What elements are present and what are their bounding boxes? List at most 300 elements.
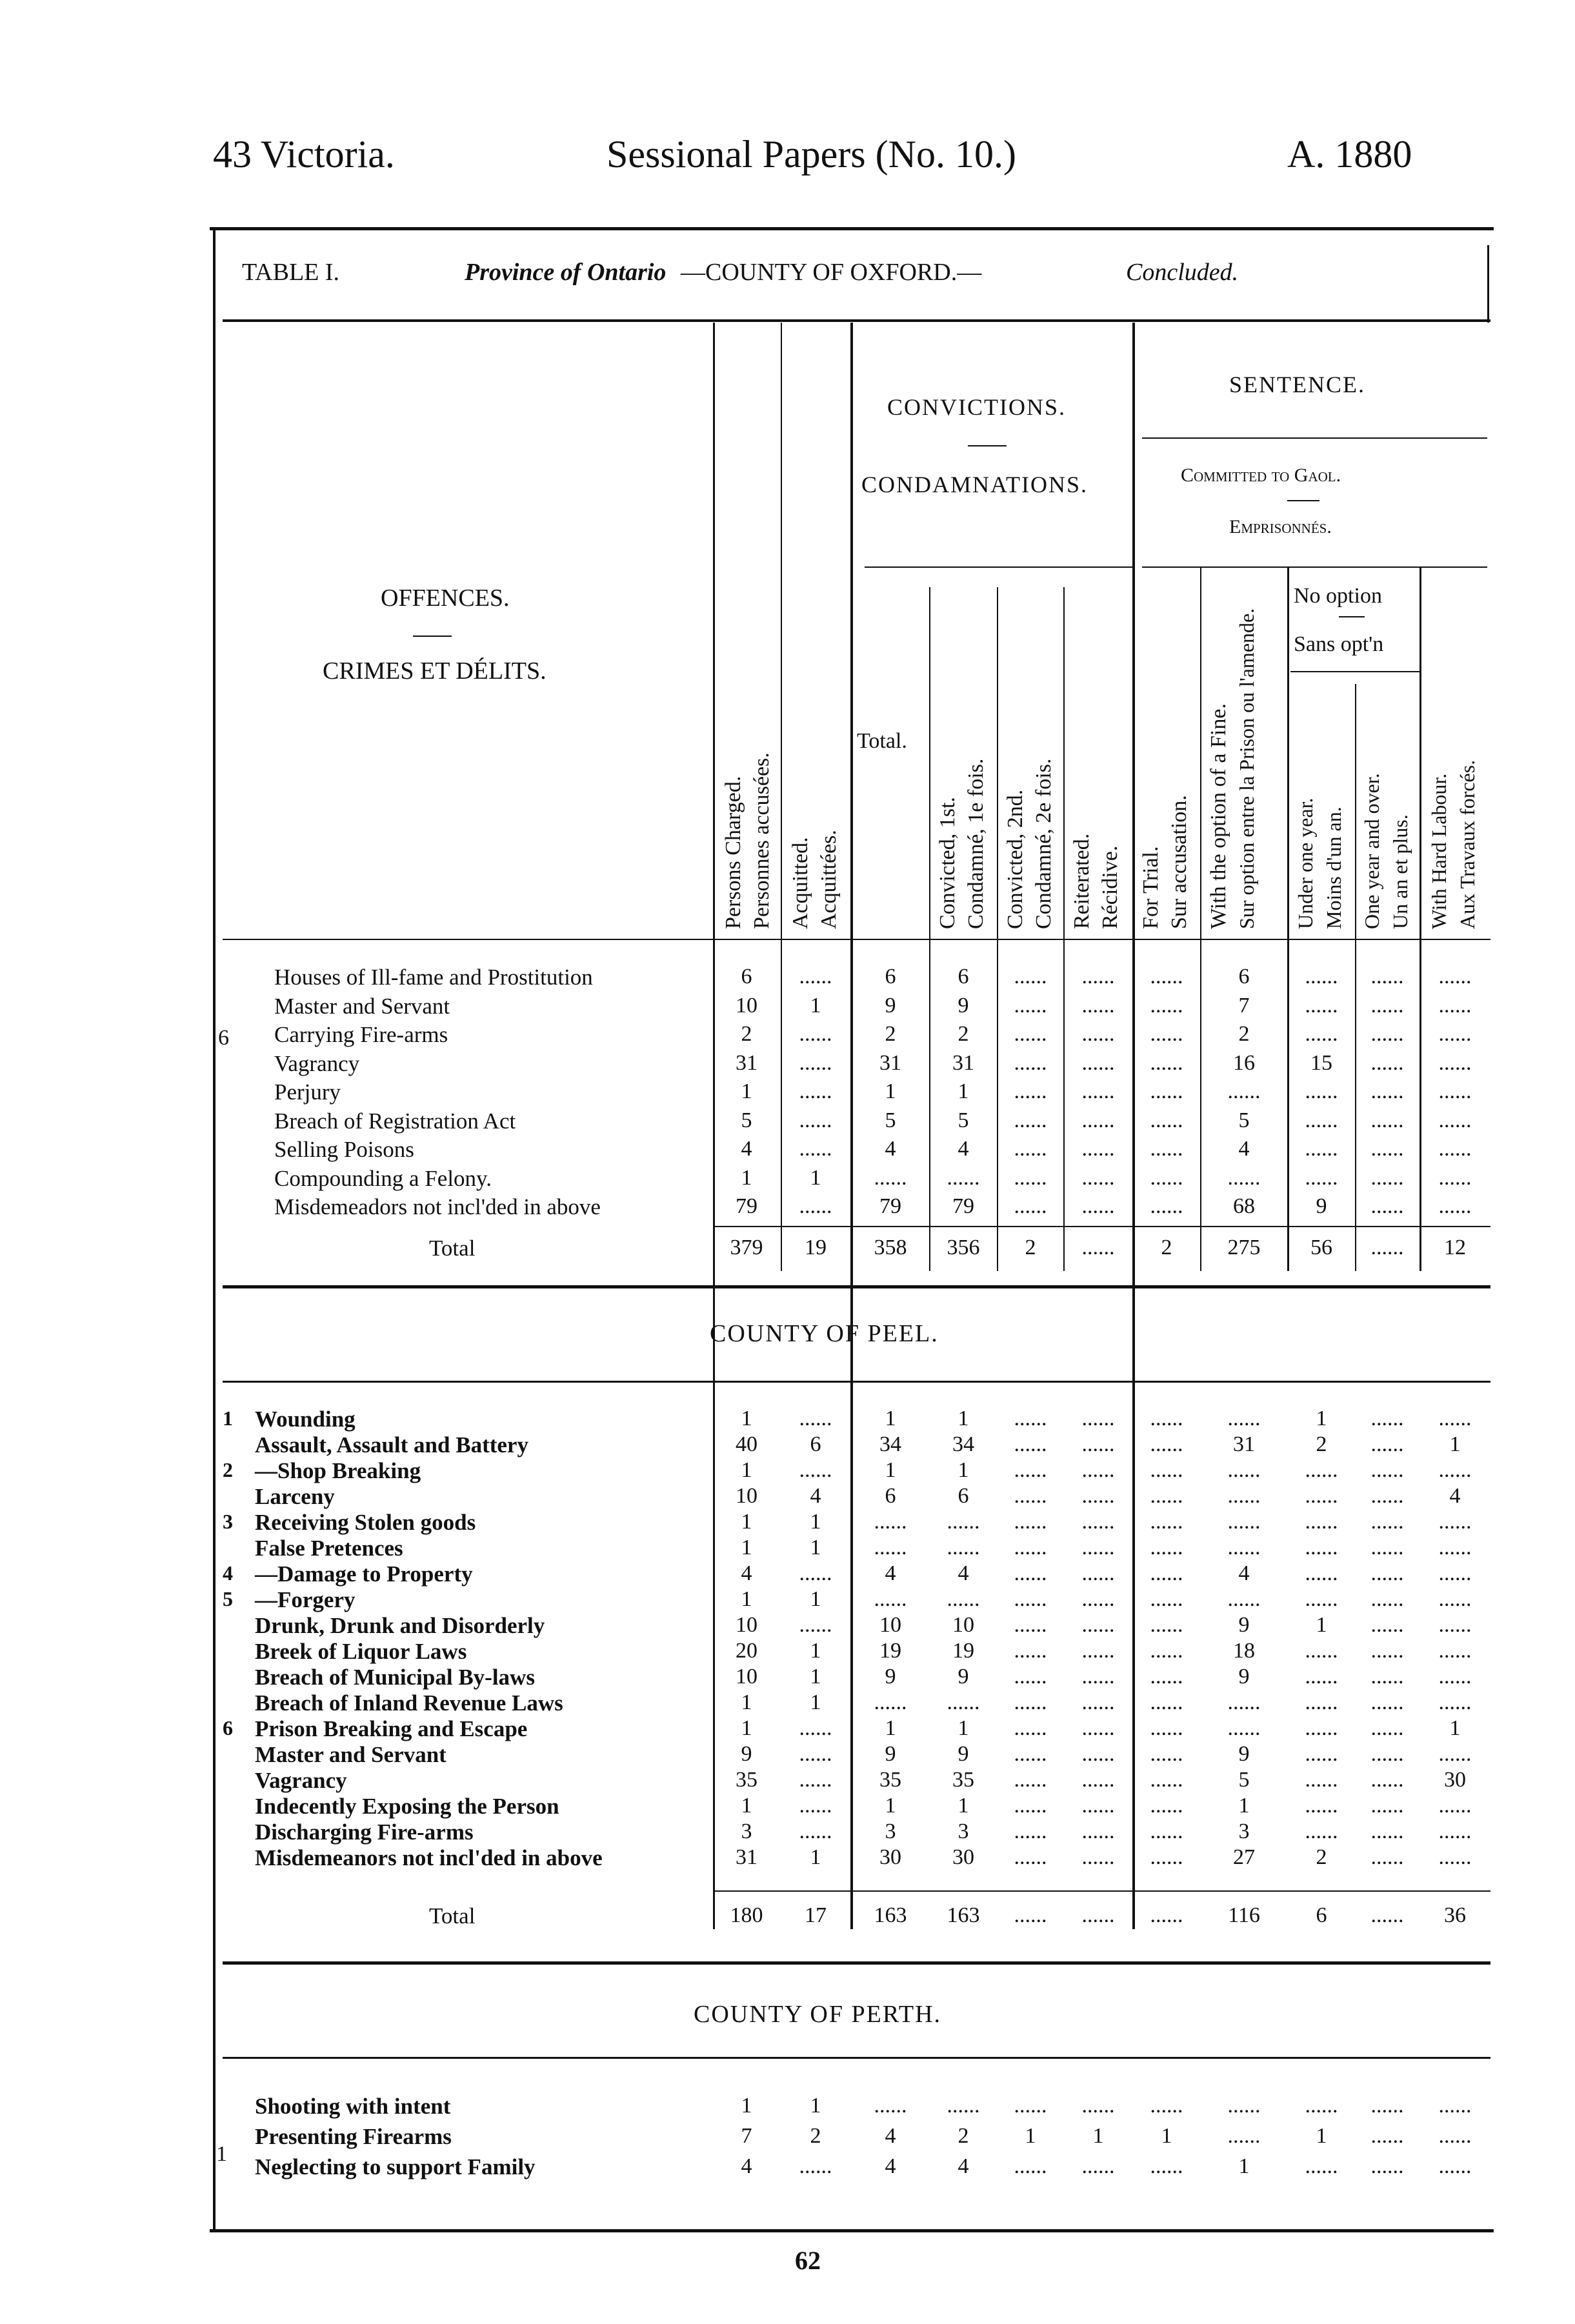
cell-acq: 1: [810, 1665, 821, 1688]
cell-c2: ......: [1014, 2094, 1047, 2118]
cell-fine: ......: [1227, 2124, 1261, 2148]
cell-over: ......: [1370, 1079, 1404, 1103]
cell-total: 6: [885, 1484, 896, 1508]
cell-hard: ......: [1438, 993, 1472, 1017]
cell-reit: ......: [1081, 1768, 1115, 1792]
cell-over: ......: [1370, 1665, 1404, 1688]
offence-label: Breek of Liquor Laws: [255, 1639, 467, 1664]
cell-acq: 1: [810, 1845, 821, 1869]
cell-under: 9: [1316, 1194, 1327, 1218]
cell-under: ......: [1305, 1690, 1338, 1714]
cell-hard: ......: [1438, 1819, 1472, 1843]
cell-c2: ......: [1014, 1050, 1047, 1075]
cell-c1: 1: [958, 1458, 969, 1482]
cell-under: ......: [1305, 1639, 1338, 1663]
cell-c1: 9: [958, 993, 969, 1017]
under-heading: Under one year.: [1294, 797, 1317, 929]
cell-over: ......: [1370, 1819, 1404, 1843]
offence-label: Discharging Fire-arms: [255, 1819, 474, 1845]
cell-trial: ......: [1150, 1536, 1183, 1559]
group-number: 5: [223, 1587, 233, 1610]
cell-total: ......: [874, 1165, 907, 1190]
cell-total: ......: [874, 1536, 907, 1559]
cell-reit: ......: [1081, 1079, 1115, 1103]
cell-c2: ......: [1014, 1137, 1047, 1161]
cell-c1: 1: [958, 1716, 969, 1740]
under-fr-heading: Moins d'un an.: [1322, 806, 1345, 929]
cell-under: 2: [1316, 1845, 1327, 1869]
cell-over: ......: [1370, 1194, 1404, 1218]
cell-over: ......: [1370, 1137, 1404, 1161]
cell-total: 2: [885, 1022, 896, 1046]
fine-fr-heading: Sur option entre la Prison ou l'amende.: [1235, 608, 1258, 929]
offences-dash: [413, 636, 452, 637]
cell-trial: ......: [1150, 1794, 1183, 1818]
cell-fine: ......: [1227, 1165, 1261, 1190]
cell-c2: ......: [1014, 1690, 1047, 1714]
conv2-heading: Convicted, 2nd.: [1003, 789, 1027, 929]
cell-hard: ......: [1438, 2094, 1472, 2118]
cell-hard: ......: [1438, 1587, 1472, 1611]
cell-trial: ......: [1150, 1050, 1183, 1075]
offence-label: Breach of Municipal By-laws: [255, 1665, 535, 1690]
cell-total: ......: [874, 2094, 907, 2118]
convictions-heading: CONVICTIONS.: [887, 394, 1067, 420]
cell-c2: ......: [1014, 1819, 1047, 1843]
cell-over: ......: [1370, 1050, 1404, 1075]
cell-over: ......: [1370, 965, 1404, 988]
cell-c2: ......: [1014, 1484, 1047, 1508]
cell-reit: ......: [1081, 1022, 1115, 1046]
total-c2: 2: [1025, 1236, 1036, 1259]
cell-fine: 5: [1238, 1768, 1250, 1792]
cell-total: 79: [879, 1194, 901, 1218]
total-reit: ......: [1081, 1236, 1115, 1259]
emprisonnes-heading: Emprisonnés.: [1229, 516, 1332, 537]
group-number: 4: [223, 1561, 233, 1585]
cell-total: 4: [885, 2154, 896, 2178]
no-option-rule: [1290, 671, 1420, 672]
left-rule: [213, 227, 216, 2232]
cell-c2: ......: [1014, 1665, 1047, 1688]
cell-trial: ......: [1150, 1561, 1183, 1585]
cell-trial: ......: [1150, 2154, 1183, 2178]
cell-charged: 4: [741, 2154, 752, 2178]
cell-fine: ......: [1227, 1587, 1261, 1611]
cell-reit: ......: [1081, 993, 1115, 1017]
cell-fine: 9: [1238, 1665, 1250, 1688]
cell-fine: ......: [1227, 1458, 1261, 1482]
cell-fine: ......: [1227, 1716, 1261, 1740]
cell-c2: ......: [1014, 1536, 1047, 1559]
oxford-total-rule: [713, 1226, 1490, 1227]
cell-charged: 1: [741, 1458, 752, 1482]
cell-fine: ......: [1227, 2094, 1261, 2118]
col-line-6: [1063, 587, 1065, 1271]
cell-hard: ......: [1438, 1079, 1472, 1103]
cell-total: 30: [879, 1845, 901, 1869]
cell-c2: ......: [1014, 1510, 1047, 1534]
cell-under: ......: [1305, 1561, 1338, 1585]
cell-charged: 2: [741, 1022, 752, 1046]
offence-label: Compounding a Felony.: [274, 1165, 492, 1191]
cell-c2: ......: [1014, 1079, 1047, 1103]
cell-hard: ......: [1438, 1407, 1472, 1430]
cell-under: ......: [1305, 1108, 1338, 1132]
cell-c2: ......: [1014, 1587, 1047, 1611]
offence-label: Presenting Firearms: [255, 2124, 452, 2149]
cell-charged: 1: [741, 1587, 752, 1611]
cell-trial: ......: [1150, 1768, 1183, 1792]
cell-trial: ......: [1150, 1484, 1183, 1508]
cell-acq: 1: [810, 993, 821, 1017]
cell-under: ......: [1305, 1819, 1338, 1843]
total-under: 6: [1316, 1903, 1327, 1927]
cell-hard: ......: [1438, 1137, 1472, 1161]
cell-trial: ......: [1150, 965, 1183, 988]
cell-trial: ......: [1150, 1587, 1183, 1611]
cell-under: ......: [1305, 1742, 1338, 1766]
cell-reit: ......: [1081, 1690, 1115, 1714]
cell-acq: 2: [810, 2124, 821, 2148]
right-rule: [1487, 245, 1489, 323]
cell-hard: ......: [1438, 1165, 1472, 1190]
cell-trial: ......: [1150, 1510, 1183, 1534]
page-number: 62: [795, 2246, 821, 2275]
cell-hard: ......: [1438, 1742, 1472, 1766]
cell-total: 31: [879, 1050, 901, 1075]
total-c1: 356: [947, 1236, 980, 1259]
cell-fine: 9: [1238, 1613, 1250, 1637]
cell-reit: ......: [1081, 1165, 1115, 1190]
offence-label: Perjury: [274, 1079, 341, 1105]
total-acq: 17: [805, 1903, 827, 1927]
cell-charged: 1: [741, 2094, 752, 2118]
cell-charged: 1: [741, 1510, 752, 1534]
total-hard: 12: [1444, 1236, 1466, 1259]
cell-reit: ......: [1081, 1742, 1115, 1766]
cell-c2: ......: [1014, 1716, 1047, 1740]
cell-under: ......: [1305, 1716, 1338, 1740]
cell-c2: ......: [1014, 1561, 1047, 1585]
cell-over: ......: [1370, 1639, 1404, 1663]
cell-reit: ......: [1081, 1845, 1115, 1869]
cell-acq: ......: [799, 1137, 832, 1161]
cell-over: ......: [1370, 1458, 1404, 1482]
cell-c1: 35: [952, 1768, 974, 1792]
offence-label: Misdemeadors not incl'ded in above: [274, 1194, 601, 1219]
cell-reit: ......: [1081, 1458, 1115, 1482]
committed-dash: [1287, 500, 1319, 501]
offence-label: —Forgery: [255, 1587, 356, 1612]
cell-reit: ......: [1081, 1613, 1115, 1637]
cell-hard: ......: [1438, 1794, 1472, 1818]
cell-c1: ......: [947, 1165, 980, 1190]
col-line-4: [929, 587, 930, 1271]
cell-over: ......: [1370, 2094, 1404, 2118]
cell-c2: ......: [1014, 1845, 1047, 1869]
acquitted-fr-heading: Acquittées.: [817, 830, 841, 929]
peel-total-rule: [713, 1890, 1490, 1892]
offence-label: Houses of Ill-fame and Prostitution: [274, 965, 593, 990]
convictions-dash: [968, 445, 1007, 446]
acquitted-heading: Acquitted.: [788, 837, 812, 929]
cell-under: ......: [1305, 1137, 1338, 1161]
cell-total: ......: [874, 1690, 907, 1714]
cell-under: ......: [1305, 965, 1338, 988]
cell-hard: ......: [1438, 965, 1472, 988]
cell-hard: 4: [1449, 1484, 1461, 1508]
cell-c1: ......: [947, 1690, 980, 1714]
cell-fine: ......: [1227, 1079, 1261, 1103]
cell-fine: 16: [1233, 1050, 1255, 1075]
sentence-heading: SENTENCE.: [1229, 372, 1365, 397]
cell-acq: 1: [810, 1536, 821, 1559]
reit-heading: Reiterated.: [1070, 833, 1094, 929]
cell-c1: 1: [958, 1079, 969, 1103]
col-line-10: [1355, 684, 1356, 1271]
total-acq: 19: [805, 1236, 827, 1259]
header-bottom-rule: [223, 939, 1490, 940]
cell-c1: 2: [958, 1022, 969, 1046]
total-label: Total: [429, 1903, 476, 1928]
total-label: Total: [429, 1236, 476, 1261]
cell-c2: ......: [1014, 1639, 1047, 1663]
cell-hard: 30: [1444, 1768, 1466, 1792]
cell-reit: ......: [1081, 1536, 1115, 1559]
cell-fine: 6: [1238, 965, 1250, 988]
cell-trial: ......: [1150, 1742, 1183, 1766]
cell-charged: 10: [736, 1613, 757, 1637]
offence-label: —Damage to Property: [255, 1561, 473, 1587]
cell-total: 9: [885, 993, 896, 1017]
offence-label: Receiving Stolen goods: [255, 1510, 476, 1535]
cell-c2: ......: [1014, 2154, 1047, 2178]
cell-c2: 1: [1025, 2124, 1036, 2148]
cell-over: ......: [1370, 1165, 1404, 1190]
cell-total: 1: [885, 1079, 896, 1103]
offence-label: Breach of Inland Revenue Laws: [255, 1690, 563, 1716]
cell-charged: 1: [741, 1079, 752, 1103]
cell-charged: 10: [736, 993, 757, 1017]
cell-acq: 1: [810, 1587, 821, 1611]
cell-total: 10: [879, 1613, 901, 1637]
cell-fine: 9: [1238, 1742, 1250, 1766]
over-fr-heading: Un an et plus.: [1389, 814, 1412, 929]
total-c1: 163: [947, 1903, 980, 1927]
cell-over: ......: [1370, 1022, 1404, 1046]
cell-reit: ......: [1081, 2094, 1115, 2118]
cell-reit: 1: [1092, 2124, 1104, 2148]
cell-over: ......: [1370, 1587, 1404, 1611]
cell-under: ......: [1305, 2094, 1338, 2118]
cell-reit: ......: [1081, 1137, 1115, 1161]
cell-trial: ......: [1150, 1639, 1183, 1663]
cell-c1: 31: [952, 1050, 974, 1075]
cell-charged: 4: [741, 1137, 752, 1161]
cell-over: ......: [1370, 1407, 1404, 1430]
cell-fine: ......: [1227, 1690, 1261, 1714]
cell-c1: 9: [958, 1665, 969, 1688]
cell-charged: 10: [736, 1665, 757, 1688]
cell-charged: 7: [741, 2124, 752, 2148]
cell-under: ......: [1305, 1587, 1338, 1611]
cell-under: 1: [1316, 1407, 1327, 1430]
cell-c2: ......: [1014, 1194, 1047, 1218]
cell-acq: ......: [799, 1819, 832, 1843]
cell-reit: ......: [1081, 1561, 1115, 1585]
cell-hard: ......: [1438, 1613, 1472, 1637]
cell-total: ......: [874, 1510, 907, 1534]
over-heading: One year and over.: [1360, 773, 1383, 929]
cell-hard: ......: [1438, 1690, 1472, 1714]
cell-total: 1: [885, 1794, 896, 1818]
col-line-11: [1420, 568, 1421, 1271]
cell-c2: ......: [1014, 965, 1047, 988]
total-reit: ......: [1081, 1903, 1115, 1927]
cell-c1: 3: [958, 1819, 969, 1843]
cell-c2: ......: [1014, 993, 1047, 1017]
cell-fine: 31: [1233, 1432, 1255, 1456]
hard-fr-heading: Aux Travaux forcés.: [1456, 759, 1479, 929]
cell-hard: ......: [1438, 1458, 1472, 1482]
oxford-group-number: 6: [218, 1026, 229, 1050]
offence-label: Assault, Assault and Battery: [255, 1432, 528, 1458]
oxford-end-rule: [223, 1285, 1490, 1288]
total-charged: 180: [730, 1903, 763, 1927]
cell-over: ......: [1370, 1768, 1404, 1792]
cell-hard: ......: [1438, 1510, 1472, 1534]
cell-c1: ......: [947, 1510, 980, 1534]
cell-acq: ......: [799, 1022, 832, 1046]
offence-label: Vagrancy: [274, 1050, 360, 1076]
table-title-suffix: Concluded.: [1126, 259, 1239, 286]
cell-acq: ......: [799, 1742, 832, 1766]
cell-total: 1: [885, 1458, 896, 1482]
cell-trial: ......: [1150, 1022, 1183, 1046]
cell-over: ......: [1370, 1536, 1404, 1559]
cell-reit: ......: [1081, 1510, 1115, 1534]
cell-under: ......: [1305, 2154, 1338, 2178]
cell-charged: 9: [741, 1742, 752, 1766]
cell-acq: 1: [810, 1165, 821, 1190]
cell-trial: ......: [1150, 993, 1183, 1017]
cell-c1: ......: [947, 1587, 980, 1611]
cell-total: 9: [885, 1742, 896, 1766]
cell-charged: 3: [741, 1819, 752, 1843]
no-option-dash: [1339, 616, 1365, 617]
cell-c1: 1: [958, 1794, 969, 1818]
total-over: ......: [1370, 1903, 1404, 1927]
cell-fine: 4: [1238, 1561, 1250, 1585]
header-right: A. 1880: [1287, 133, 1412, 175]
cell-acq: ......: [799, 1561, 832, 1585]
cell-under: ......: [1305, 1484, 1338, 1508]
peel-end-rule: [223, 1961, 1490, 1965]
hard-heading: With Hard Labour.: [1427, 773, 1450, 929]
cell-acq: ......: [799, 1613, 832, 1637]
cell-trial: ......: [1150, 1079, 1183, 1103]
cell-acq: ......: [799, 1050, 832, 1075]
total-trial: 2: [1161, 1236, 1172, 1259]
cell-over: ......: [1370, 1742, 1404, 1766]
offence-label: Carrying Fire-arms: [274, 1022, 448, 1047]
cell-acq: ......: [799, 1194, 832, 1218]
province-label: Province of Ontario: [465, 259, 667, 286]
cell-total: 4: [885, 1137, 896, 1161]
col-line-5: [997, 587, 998, 1271]
committed-rule: [1142, 566, 1487, 568]
offence-label: Prison Breaking and Escape: [255, 1716, 528, 1741]
cell-under: 1: [1316, 2124, 1327, 2148]
header-center: Sessional Papers (No. 10.): [607, 133, 1016, 175]
cell-under: ......: [1305, 1458, 1338, 1482]
cell-acq: ......: [799, 1407, 832, 1430]
cell-reit: ......: [1081, 1484, 1115, 1508]
cell-trial: ......: [1150, 1407, 1183, 1430]
cell-total: 1: [885, 1407, 896, 1430]
cell-c1: 2: [958, 2124, 969, 2148]
cell-charged: 1: [741, 1536, 752, 1559]
cell-hard: ......: [1438, 1050, 1472, 1075]
cell-hard: 1: [1449, 1432, 1461, 1456]
cell-under: 15: [1310, 1050, 1332, 1075]
cell-acq: ......: [799, 1079, 832, 1103]
col-line-8: [1200, 568, 1201, 1271]
conv1-heading: Convicted, 1st.: [936, 797, 959, 929]
cell-acq: ......: [799, 1108, 832, 1132]
cell-total: 3: [885, 1819, 896, 1843]
no-option-heading: No option: [1294, 584, 1382, 608]
col-line-1: [713, 323, 715, 1929]
sans-option-heading: Sans opt'n: [1294, 632, 1384, 656]
total-total: 358: [874, 1236, 907, 1259]
cell-hard: ......: [1438, 1665, 1472, 1688]
cell-acq: 1: [810, 1690, 821, 1714]
offence-label: Drunk, Drunk and Disorderly: [255, 1613, 545, 1638]
cell-trial: ......: [1150, 1165, 1183, 1190]
group-number: 1: [223, 1407, 233, 1430]
cell-fine: ......: [1227, 1510, 1261, 1534]
conv2-fr-heading: Condamné, 2e fois.: [1032, 758, 1056, 929]
cell-over: ......: [1370, 1716, 1404, 1740]
perth-title-rule: [223, 2057, 1490, 2059]
charged-fr-heading: Personnes accusées.: [750, 752, 774, 929]
perth-group-number: 1: [216, 2142, 227, 2166]
cell-reit: ......: [1081, 965, 1115, 988]
committed-heading: Committed to Gaol.: [1181, 465, 1341, 486]
cell-reit: ......: [1081, 1794, 1115, 1818]
cell-hard: ......: [1438, 1845, 1472, 1869]
cell-trial: ......: [1150, 1458, 1183, 1482]
cell-under: ......: [1305, 993, 1338, 1017]
cell-c1: 4: [958, 1137, 969, 1161]
cell-acq: 6: [810, 1432, 821, 1456]
cell-reit: ......: [1081, 1639, 1115, 1663]
cell-charged: 1: [741, 1165, 752, 1190]
cell-acq: 1: [810, 2094, 821, 2118]
cell-charged: 1: [741, 1690, 752, 1714]
cell-fine: 18: [1233, 1639, 1255, 1663]
cell-under: 1: [1316, 1613, 1327, 1637]
cell-reit: ......: [1081, 1108, 1115, 1132]
cell-c1: 6: [958, 1484, 969, 1508]
cell-hard: ......: [1438, 1194, 1472, 1218]
cell-under: ......: [1305, 1022, 1338, 1046]
cell-total: 6: [885, 965, 896, 988]
table-title: —COUNTY OF OXFORD.—: [681, 259, 982, 286]
cell-reit: ......: [1081, 1050, 1115, 1075]
